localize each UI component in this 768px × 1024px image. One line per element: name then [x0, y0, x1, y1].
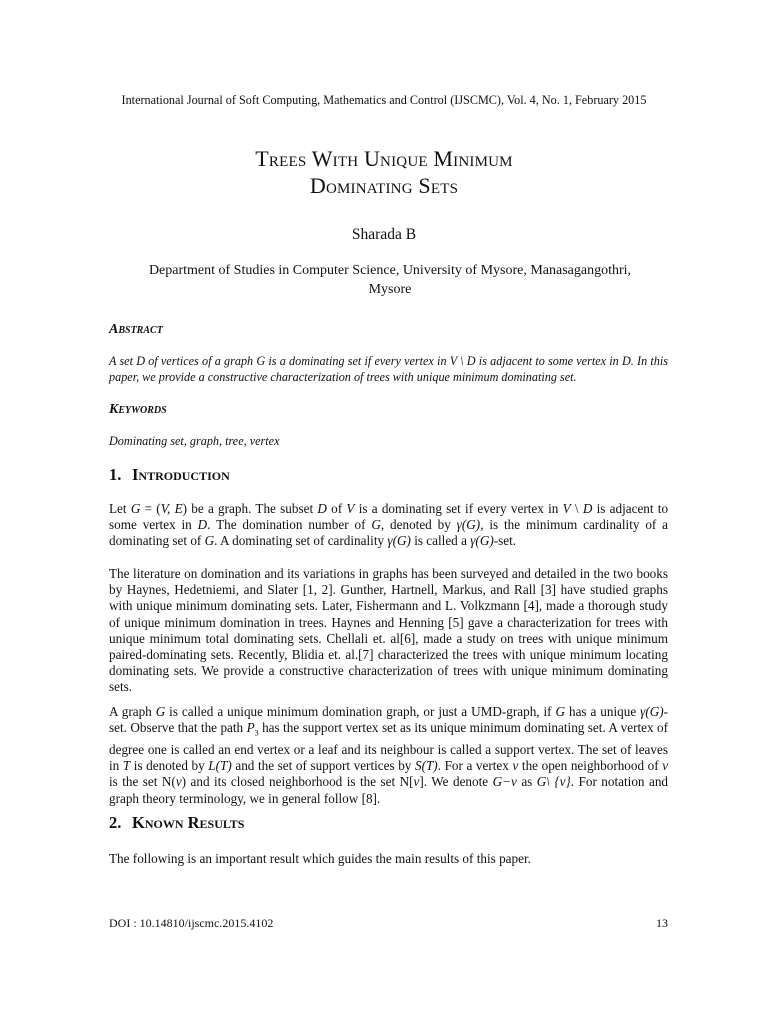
intro-paragraph-2: The literature on domination and its variations in graphs has been surveyed and detailed in the two books by Haynes, Hedetniemi, and Slater [1, 2]. Gunther, Hartnell, Markus, and Rall [3] have studied graphs with unique minimum dominating sets. Later, Fishermann and L. Volkzmann [4], made a thorough study of unique minimum domination in trees. Haynes and Henning [5] gave a characterization for trees with unique minimum total dominating sets. Chellali et. al[6], made a study on trees with unique minimum paired-dominating sets. Recently, Blidia et. al.[7] characterized the trees with unique minimum locating dominating sets. We provide a constructive characterization of trees with unique minimum dominating sets. [109, 566, 668, 695]
intro-paragraph-3: A graph G is called a unique minimum domination graph, or just a UMD-graph, if G has a unique γ(G)-set. Observe that the path $P_3$ has the support vertex set as its unique minimum dominating set. A vertex of degree one is called an end vertex or a leaf and its neighbour is called a support vertex. The set of leaves in T is denoted by L(T) and the set of support vertices by S(T). For a vertex v the open neighborhood of v is the set N(v) and its closed neighborhood is the set N[v]. We denote G−v as G\ {v}. For notation and graph theory terminology, we in general follow [8]. [109, 704, 669, 806]
footer-doi: DOI : 10.14810/ijscmc.2015.4102 [109, 916, 274, 930]
affiliation-line-2: Mysore [368, 282, 412, 297]
author-name: Sharada B [351, 226, 417, 243]
footer-page-number: 13 [656, 916, 668, 930]
title-line-2: Dominating Sets [309, 173, 459, 198]
keywords-text: Dominating set, graph, tree, vertex [109, 434, 280, 448]
paper-title [0, 145, 768, 199]
section-number: 2. [109, 813, 122, 832]
running-head: International Journal of Soft Computing, Mathematics and Control (IJSCMC), Vol. 4, No. 1, February 2015 [121, 93, 647, 107]
known-results-paragraph-1: The following is an important result which guides the main results of this paper. [109, 851, 531, 866]
section-number: 1. [109, 465, 122, 484]
section-introduction-heading [109, 465, 230, 485]
keywords-heading: Keywords [109, 402, 167, 417]
affiliation-line-1: Department of Studies in Computer Science, University of Mysore, Manasagangothri, [148, 263, 632, 278]
section-title: Known Results [132, 813, 245, 832]
abstract-text: A set D of vertices of a graph G is a dominating set if every vertex in V \ D is adjacent to some vertex in D. In this paper, we provide a constructive characterization of trees with unique minimum dominating set. [109, 354, 668, 384]
intro-paragraph-1: Let G = (V, E) be a graph. The subset D of V is a dominating set if every vertex in V \ D is adjacent to some vertex in D. The domination number of G, denoted by γ(G), is the minimum cardinality of a dominating set of G. A dominating set of cardinality γ(G) is called a γ(G)-set. [109, 501, 669, 549]
title-line-1: Trees With Unique Minimum [255, 146, 513, 171]
affiliation [110, 261, 670, 299]
section-title: Introduction [132, 465, 230, 484]
abstract-heading: Abstract [109, 322, 163, 337]
section-known-results-heading [109, 813, 244, 833]
